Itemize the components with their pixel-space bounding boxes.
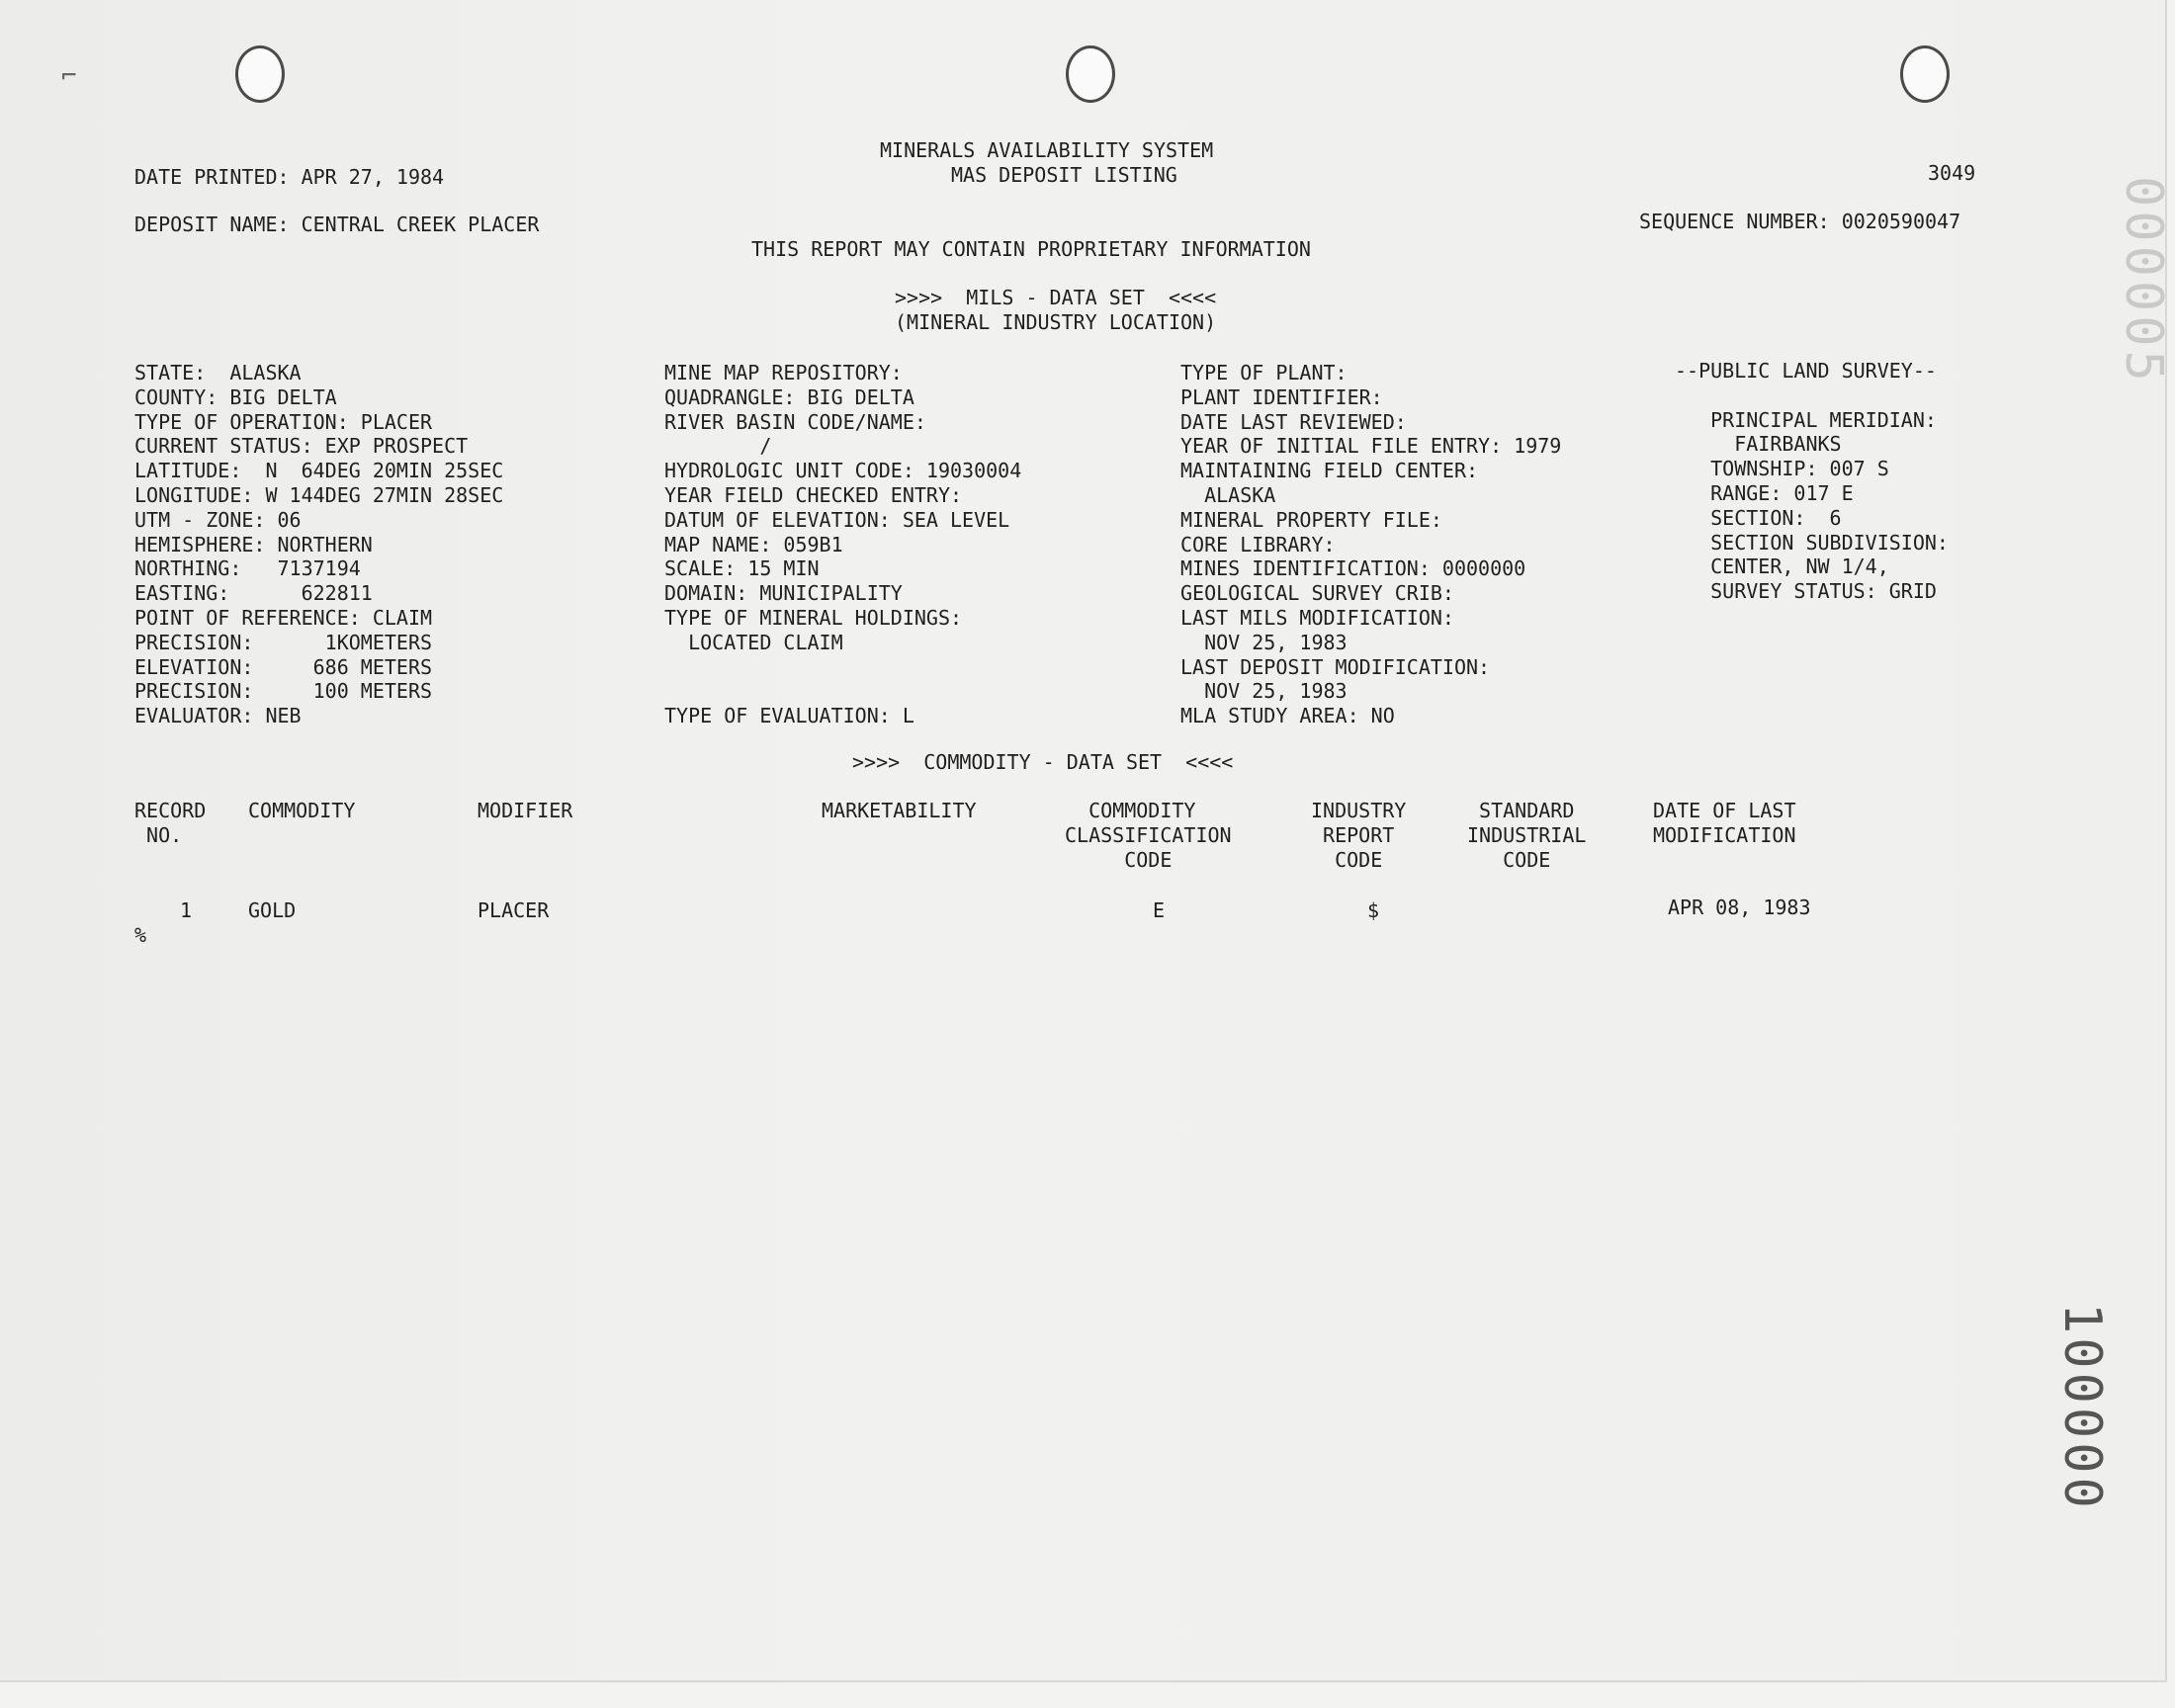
- scan-mark: ⌐: [61, 61, 77, 91]
- field-line: ELEVATION: 686 METERS: [134, 654, 433, 679]
- field-line: CORE LIBRARY:: [1180, 532, 1336, 556]
- field-line: CENTER, NW 1/4,: [1675, 555, 1889, 579]
- header-marketability: [822, 799, 977, 823]
- field-line: TOWNSHIP: 007 S: [1675, 457, 1889, 481]
- header-date-last-modification: [1653, 799, 1796, 848]
- binder-hole-right: [1900, 45, 1950, 103]
- system-title: MINERALS AVAILABILITY SYSTEM: [880, 138, 1214, 162]
- field-line: TYPE OF PLANT:: [1180, 361, 1348, 384]
- header-line: COMMODITY: [248, 799, 356, 822]
- field-line: HYDROLOGIC UNIT CODE: 19030004: [664, 459, 1022, 483]
- field-line: NORTHING: 7137194: [134, 556, 361, 581]
- field-line: MAP NAME: 059B1: [664, 532, 843, 556]
- field-line: PRINCIPAL MERIDIAN:: [1675, 407, 1937, 432]
- header-line: STANDARD: [1467, 799, 1575, 822]
- field-line: DATUM OF ELEVATION: SEA LEVEL: [664, 507, 1010, 532]
- end-of-record-mark: %: [134, 923, 147, 947]
- binder-hole-left: [235, 45, 285, 103]
- mils-section-subtitle: (MINERAL INDUSTRY LOCATION): [895, 310, 1217, 334]
- field-line: LATITUDE: N 64DEG 20MIN 25SEC: [134, 459, 504, 483]
- proprietary-notice: THIS REPORT MAY CONTAIN PROPRIETARY INFORMATION: [751, 237, 1311, 261]
- cell-commodity: GOLD: [248, 898, 297, 922]
- header-line: CODE: [1065, 847, 1173, 872]
- commodity-section-title: >>>> COMMODITY - DATA SET <<<<: [852, 750, 1234, 774]
- header-standard-industrial: [1467, 799, 1586, 872]
- field-line: MINERAL PROPERTY FILE:: [1180, 507, 1442, 532]
- deposit-name: DEPOSIT NAME: CENTRAL CREEK PLACER: [134, 213, 540, 236]
- public-land-survey-column: [1675, 359, 1949, 604]
- cell-date: APR 08, 1983: [1668, 896, 1811, 919]
- field-line: CURRENT STATUS: EXP PROSPECT: [134, 434, 469, 459]
- mils-column-mapping: [664, 361, 1021, 728]
- header-line: MODIFIER: [478, 799, 573, 822]
- header-record: [134, 799, 206, 848]
- field-line: TYPE OF EVALUATION: L: [664, 704, 914, 728]
- field-line: POINT OF REFERENCE: CLAIM: [134, 605, 433, 630]
- header-industry-report: [1311, 799, 1406, 872]
- field-line: LONGITUDE: W 144DEG 27MIN 28SEC: [134, 482, 504, 507]
- header-line: MARKETABILITY: [822, 799, 977, 822]
- cell-classification: E: [1153, 898, 1166, 922]
- faint-frame-number: 000005: [2114, 176, 2173, 385]
- field-line: EASTING: 622811: [134, 581, 373, 606]
- sequence-number: SEQUENCE NUMBER: 0020590047: [1639, 210, 1961, 233]
- cell-modifier: PLACER: [478, 898, 550, 922]
- header-line: CODE: [1311, 847, 1383, 872]
- header-classification: [1065, 799, 1232, 872]
- field-line: ALASKA: [1180, 482, 1276, 507]
- cell-record: 1: [180, 898, 193, 922]
- field-line: RANGE: 017 E: [1675, 480, 1854, 505]
- field-line: MINE MAP REPOSITORY:: [664, 361, 903, 384]
- cell-industry: $: [1367, 898, 1380, 922]
- field-line: [664, 655, 1021, 680]
- field-line: --PUBLIC LAND SURVEY--: [1675, 359, 1937, 383]
- field-line: MAINTAINING FIELD CENTER:: [1180, 459, 1479, 483]
- field-line: LOCATED CLAIM: [664, 630, 843, 654]
- field-line: EVALUATOR: NEB: [134, 704, 302, 728]
- header-line: REPORT: [1311, 822, 1395, 847]
- header-line: COMMODITY: [1065, 799, 1196, 822]
- field-line: SCALE: 15 MIN: [664, 556, 820, 581]
- page-code: 3049: [1928, 161, 1976, 185]
- field-line: UTM - ZONE: 06: [134, 507, 302, 532]
- header-line: NO.: [134, 822, 183, 847]
- field-line: [1675, 384, 1949, 408]
- field-line: MLA STUDY AREA: NO: [1180, 704, 1395, 728]
- mils-section-title: >>>> MILS - DATA SET <<<<: [895, 286, 1217, 309]
- header-line: CODE: [1467, 847, 1551, 872]
- binder-hole-center: [1066, 45, 1115, 103]
- field-line: DATE LAST REVIEWED:: [1180, 409, 1407, 434]
- field-line: SECTION SUBDIVISION:: [1675, 530, 1949, 555]
- field-line: YEAR FIELD CHECKED ENTRY:: [664, 482, 963, 507]
- field-line: PRECISION: 1KOMETERS: [134, 630, 433, 654]
- field-line: QUADRANGLE: BIG DELTA: [664, 384, 914, 409]
- field-line: COUNTY: BIG DELTA: [134, 384, 337, 409]
- field-line: LAST DEPOSIT MODIFICATION:: [1180, 654, 1491, 679]
- header-line: MODIFICATION: [1653, 822, 1796, 847]
- header-line: INDUSTRY: [1311, 799, 1407, 822]
- field-line: NOV 25, 1983: [1180, 630, 1348, 654]
- field-line: DOMAIN: MUNICIPALITY: [664, 581, 903, 606]
- header-line: RECORD: [134, 799, 207, 822]
- listing-title: MAS DEPOSIT LISTING: [951, 163, 1177, 187]
- field-line: SURVEY STATUS: GRID: [1675, 579, 1937, 604]
- field-line: TYPE OF MINERAL HOLDINGS:: [664, 605, 963, 630]
- field-line: RIVER BASIN CODE/NAME:: [664, 409, 926, 434]
- field-line: GEOLOGICAL SURVEY CRIB:: [1180, 581, 1454, 606]
- field-line: TYPE OF OPERATION: PLACER: [134, 409, 433, 434]
- mils-column-location: [134, 361, 503, 728]
- header-line: CLASSIFICATION: [1065, 822, 1232, 847]
- header-line: DATE OF LAST: [1653, 799, 1796, 822]
- date-printed: DATE PRINTED: APR 27, 1984: [134, 165, 445, 189]
- field-line: PRECISION: 100 METERS: [134, 679, 433, 704]
- field-line: NOV 25, 1983: [1180, 679, 1348, 704]
- field-line: MINES IDENTIFICATION: 0000000: [1180, 556, 1526, 581]
- field-line: /: [664, 434, 772, 459]
- header-commodity: [248, 799, 355, 823]
- field-line: PLANT IDENTIFIER:: [1180, 384, 1383, 409]
- field-line: YEAR OF INITIAL FILE ENTRY: 1979: [1180, 434, 1562, 459]
- field-line: SECTION: 6: [1675, 505, 1842, 530]
- field-line: FAIRBANKS: [1675, 432, 1842, 457]
- frame-number-stamp: 100000: [2052, 1303, 2112, 1512]
- header-line: INDUSTRIAL: [1467, 822, 1587, 847]
- header-modifier: [478, 799, 572, 823]
- field-line: LAST MILS MODIFICATION:: [1180, 605, 1454, 630]
- field-line: STATE: ALASKA: [134, 361, 302, 384]
- field-line: [664, 679, 1021, 704]
- field-line: HEMISPHERE: NORTHERN: [134, 532, 373, 556]
- mils-column-administration: [1180, 361, 1561, 728]
